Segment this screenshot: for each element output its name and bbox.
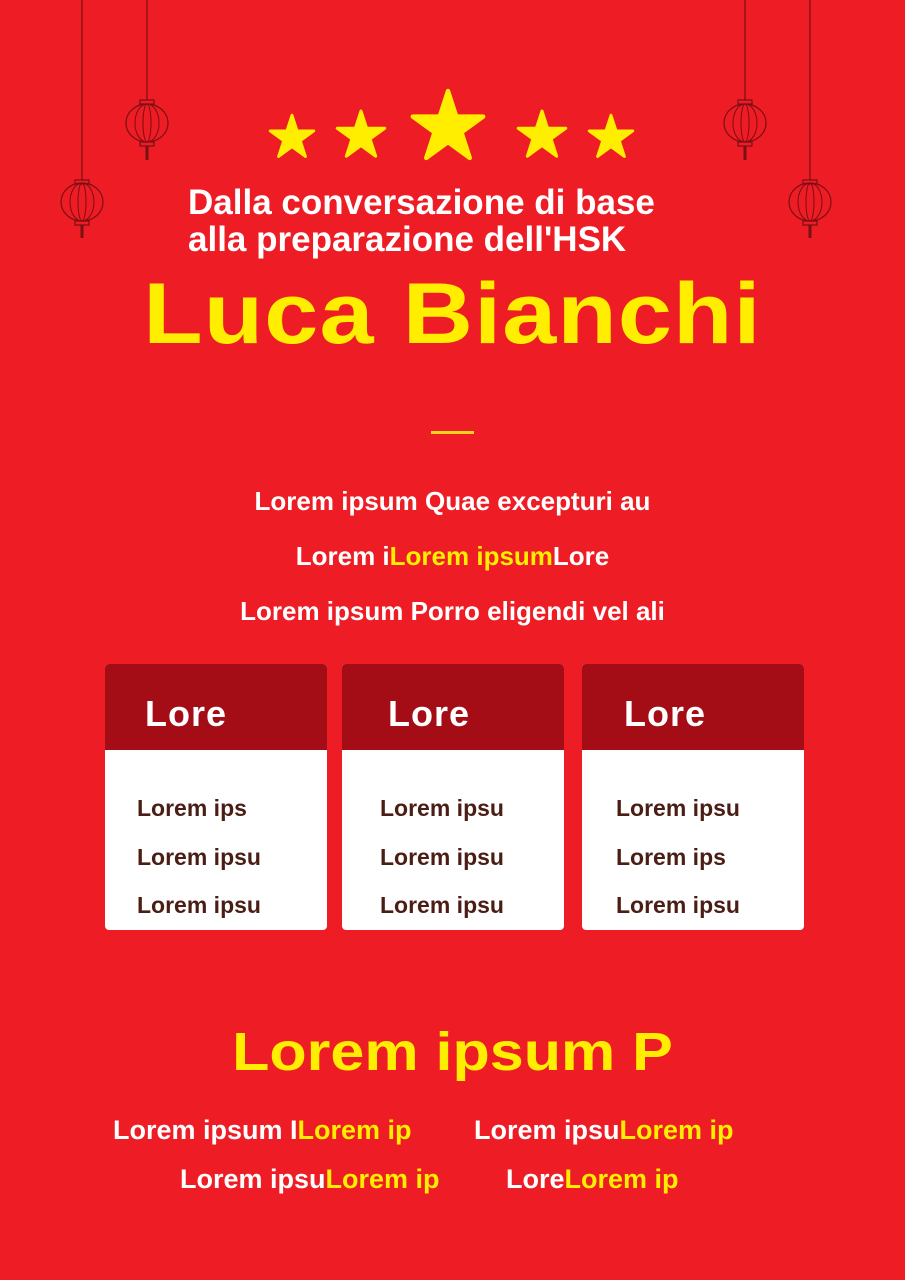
star-icon	[337, 111, 385, 156]
intro-line-2-part-a: Lorem i	[295, 541, 390, 571]
info-label: Lorem ipsu	[474, 1115, 620, 1145]
card-header	[582, 664, 804, 750]
course-card-1	[105, 664, 327, 930]
card-title: Lore	[388, 693, 471, 734]
info-item-4	[506, 1163, 679, 1195]
card-item: Lorem ipsu	[380, 892, 504, 918]
info-value: Lorem ip	[619, 1115, 734, 1145]
info-value: Lorem ip	[325, 1164, 440, 1194]
card-header	[105, 664, 327, 750]
info-label: Lorem ipsum I	[113, 1115, 298, 1145]
info-item-3	[180, 1163, 440, 1195]
info-value: Lorem ip	[564, 1164, 679, 1194]
course-card-3	[582, 664, 804, 930]
info-label: Lore	[506, 1164, 565, 1194]
star-icon	[589, 115, 633, 157]
star-icon	[413, 91, 483, 158]
card-item: Lorem ipsu	[137, 892, 261, 918]
card-item: Lorem ipsu	[137, 844, 261, 870]
card-item: Lorem ipsu	[616, 892, 740, 918]
teacher-name: Luca Bianchi	[143, 266, 762, 362]
card-header	[342, 664, 564, 750]
course-card-2	[342, 664, 564, 930]
subtitle-line-2: alla preparazione dell'HSK	[188, 220, 627, 259]
section-heading: Lorem ipsum P	[232, 1022, 673, 1082]
card-title: Lore	[145, 693, 228, 734]
divider	[431, 431, 474, 434]
subtitle-line-1: Dalla conversazione di base	[188, 183, 655, 222]
card-item: Lorem ips	[616, 844, 726, 870]
star-icon	[270, 115, 314, 157]
intro-line-1: Lorem ipsum Quae excepturi au	[254, 486, 651, 516]
info-label: Lorem ipsu	[180, 1164, 326, 1194]
star-icon	[518, 111, 566, 156]
card-item: Lorem ipsu	[616, 795, 740, 821]
card-item: Lorem ipsu	[380, 795, 504, 821]
info-item-2	[474, 1114, 734, 1146]
card-title: Lore	[624, 693, 707, 734]
card-item: Lorem ipsu	[380, 844, 504, 870]
intro-line-2-part-b: Lore	[552, 541, 610, 571]
intro-line-3: Lorem ipsum Porro eligendi vel ali	[240, 596, 665, 626]
info-value: Lorem ip	[297, 1115, 412, 1145]
intro-line-2	[0, 541, 905, 571]
info-item-1	[113, 1114, 412, 1146]
card-item: Lorem ips	[137, 795, 247, 821]
subtitle	[188, 184, 788, 258]
stars-row	[0, 84, 905, 174]
intro-line-2-highlight: Lorem ipsum	[389, 541, 553, 571]
